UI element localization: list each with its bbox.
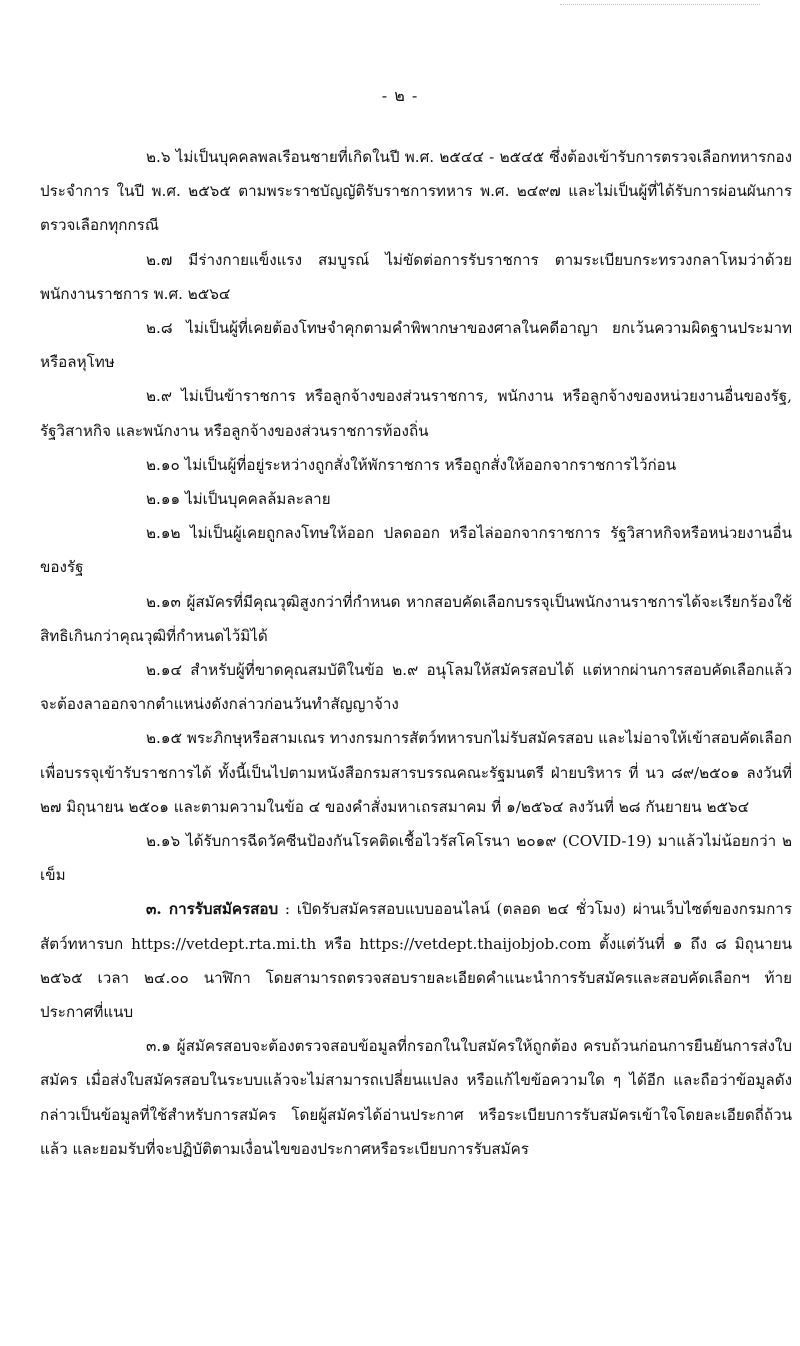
section-3-1-paragraph (40, 1029, 792, 1166)
paragraph-2-8-text: ๒.๘ ไม่เป็นผู้ที่เคยต้องโทษจำคุกตามคำพิพากษาของศาลในคดีอาญา ยกเว้นความผิดฐานประมาท หรือลหุโทษ (40, 319, 792, 372)
paragraph-2-9-text: ๒.๙ ไม่เป็นข้าราชการ หรือลูกจ้างของส่วนราชการ, พนักงาน หรือลูกจ้างของหน่วยงานอื่นของรัฐ, รัฐวิสาหกิจ และพนักงาน หรือลูกจ้างของส่วนราชการท้องถิ่น (40, 387, 792, 440)
paragraph-2-11 (40, 482, 792, 516)
section-3-text: : เปิดรับสมัครสอบแบบออนไลน์ (ตลอด ๒๔ ชั่วโมง) ผ่านเว็บไซต์ของกรมการสัตว์ทหารบก https://vetdept.rta.mi.th หรือ https://vetdept.thaijobjob.com ตั้งแต่วันที่ ๑ ถึง ๘ มิถุนายน ๒๕๖๕ เวลา ๒๔.๐๐ นาฬิกา โดยสามารถตรวจสอบรายละเอียดคำแนะนำการรับสมัครและสอบคัดเลือกฯ ท้ายประกาศที่แนบ (40, 900, 792, 1022)
paragraph-2-15 (40, 721, 792, 824)
paragraph-2-11-text: ๒.๑๑ ไม่เป็นบุคคลล้มละลาย (146, 490, 331, 509)
paragraph-2-6-text: ๒.๖ ไม่เป็นบุคคลพลเรือนชายที่เกิดในปี พ.ศ. ๒๕๔๔ - ๒๕๔๕ ซึ่งต้องเข้ารับการตรวจเลือกทหารกองประจำการ ในปี พ.ศ. ๒๕๖๕ ตามพระราชบัญญัติรับราชการทหาร พ.ศ. ๒๔๙๗ และไม่เป็นผู้ที่ได้รับการผ่อนผันการตรวจเลือกทุกกรณี (40, 148, 792, 235)
section-3-heading: ๓. การรับสมัครสอบ (146, 900, 279, 919)
section-3-1-text: ๓.๑ ผู้สมัครสอบจะต้องตรวจสอบข้อมูลที่กรอกในใบสมัครให้ถูกต้อง ครบถ้วนก่อนการยืนยันการส่งใบสมัคร เมื่อส่งใบสมัครสอบในระบบแล้วจะไม่สามารถเปลี่ยนแปลง หรือแก้ไขข้อความใด ๆ ได้อีก และถือว่าข้อมูลดังกล่าวเป็นข้อมูลที่ใช้สำหรับการสมัคร โดยผู้สมัครได้อ่านประกาศ หรือระเบียบการรับสมัครเข้าใจโดยละเอียดถี่ถ้วนแล้ว และยอมรับที่จะปฏิบัติตามเงื่อนไขของประกาศหรือระเบียบการรับสมัคร (40, 1037, 792, 1158)
paragraph-2-7 (40, 243, 792, 311)
document-body (40, 140, 792, 1166)
paragraph-2-8 (40, 311, 792, 379)
paragraph-2-12-text: ๒.๑๒ ไม่เป็นผู้เคยถูกลงโทษให้ออก ปลดออก หรือไล่ออกจากราชการ รัฐวิสาหกิจหรือหน่วยงานอื่นของรัฐ (40, 524, 792, 577)
paragraph-2-13-text: ๒.๑๓ ผู้สมัครที่มีคุณวุฒิสูงกว่าที่กำหนด หากสอบคัดเลือกบรรจุเป็นพนักงานราชการได้จะเรียกร้องใช้สิทธิเกินกว่าคุณวุฒิที่กำหนดไว้มิได้ (40, 592, 792, 645)
paragraph-2-14 (40, 653, 792, 721)
paragraph-2-10-text: ๒.๑๐ ไม่เป็นผู้ที่อยู่ระหว่างถูกสั่งให้พักราชการ หรือถูกสั่งให้ออกจากราชการไว้ก่อน (146, 455, 677, 474)
paragraph-2-9 (40, 379, 792, 447)
paragraph-2-15-text: ๒.๑๕ พระภิกษุหรือสามเณร ทางกรมการสัตว์ทหารบกไม่รับสมัครสอบ และไม่อาจให้เข้าสอบคัดเลือกเพื่อบรรจุเข้ารับราชการได้ ทั้งนี้เป็นไปตามหนังสือกรมสารบรรณคณะรัฐมนตรี ฝ่ายบริหาร ที่ นว ๘๙/๒๕๐๑ ลงวันที่ ๒๗ มิถุนายน ๒๕๐๑ และตามความในข้อ ๔ ของคำสั่งมหาเถรสมาคม ที่ ๑/๒๕๖๔ ลงวันที่ ๒๘ กันยายน ๒๕๖๔ (40, 729, 792, 816)
paragraph-2-10 (40, 448, 792, 482)
paragraph-2-12 (40, 516, 792, 584)
paragraph-2-16-text: ๒.๑๖ ได้รับการฉีดวัคซีนป้องกันโรคติดเชื้อไวรัสโคโรนา ๒๐๑๙ (COVID-19) มาแล้วไม่น้อยกว่า ๒ เข็ม (40, 832, 792, 885)
scan-smudge (560, 0, 760, 5)
section-3-paragraph (40, 892, 792, 1029)
paragraph-2-14-text: ๒.๑๔ สำหรับผู้ที่ขาดคุณสมบัติในข้อ ๒.๙ อนุโลมให้สมัครสอบได้ แต่หากผ่านการสอบคัดเลือกแล้ว จะต้องลาออกจากตำแหน่งดังกล่าวก่อนวันทำสัญญาจ้าง (40, 661, 792, 714)
page-number: - ๒ - (381, 86, 419, 105)
paragraph-2-16 (40, 824, 792, 892)
paragraph-2-13 (40, 585, 792, 653)
paragraph-2-6 (40, 140, 792, 243)
scan-artifact-top (0, 0, 800, 10)
paragraph-2-7-text: ๒.๗ มีร่างกายแข็งแรง สมบูรณ์ ไม่ขัดต่อการรับราชการ ตามระเบียบกระทรวงกลาโหมว่าด้วยพนักงานราชการ พ.ศ. ๒๕๖๔ (40, 250, 792, 303)
